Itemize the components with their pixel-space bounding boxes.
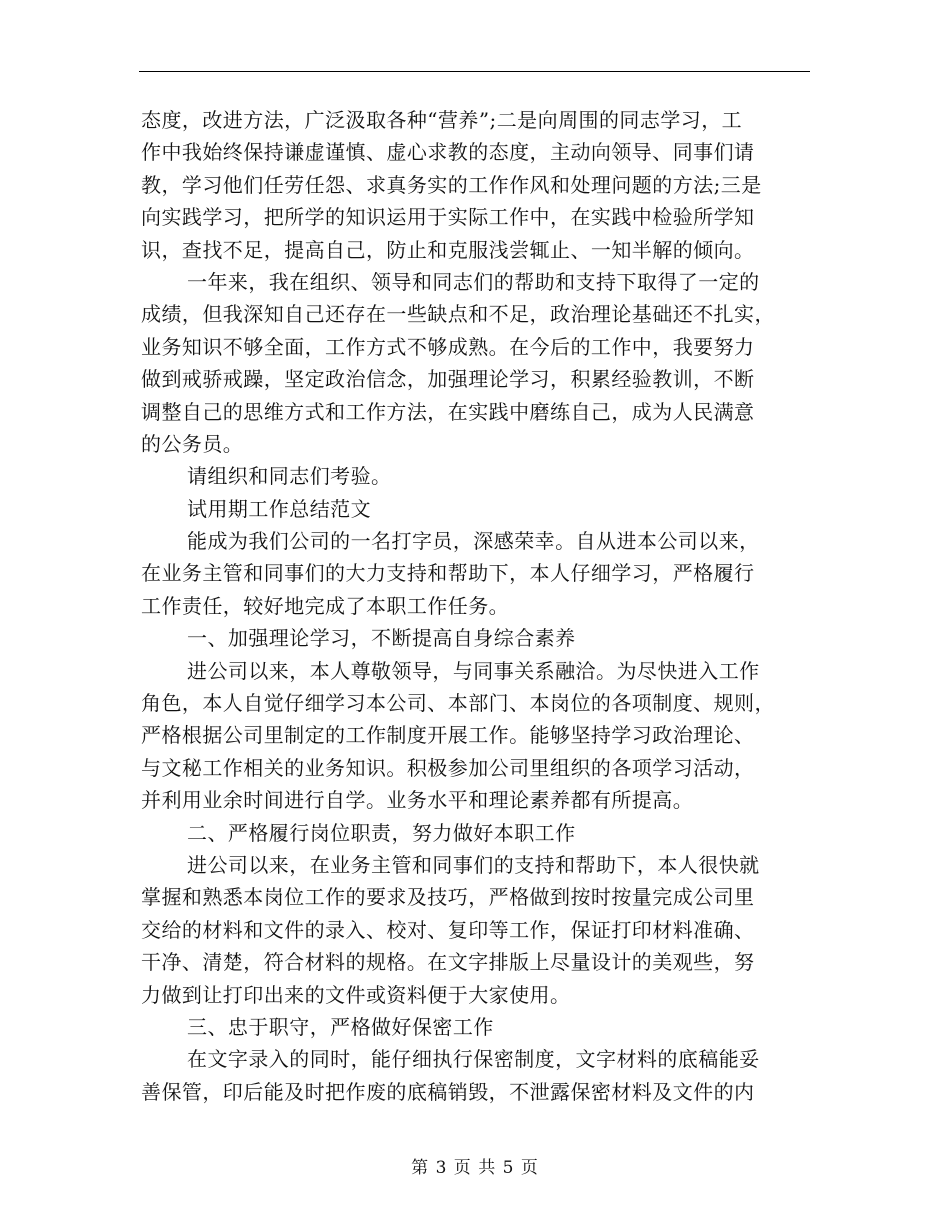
document-body <box>141 104 813 1108</box>
text-line: 交给的材料和文件的录入、校对、复印等工作，保证打印材料准确、 <box>141 917 755 942</box>
text-line: 能成为我们公司的一名打字员，深感荣幸。自从进本公司以来， <box>187 529 760 554</box>
text-line: 力做到让打印出来的文件或资料便于大家使用。 <box>141 982 571 1007</box>
text-line: 业务知识不够全面，工作方式不够成熟。在今后的工作中，我要努力 <box>141 334 755 359</box>
text-line: 作中我始终保持谦虚谨慎、虚心求教的态度，主动向领导、同事们请 <box>141 140 755 165</box>
text-line: 试用期工作总结范文 <box>187 496 372 521</box>
header-rule <box>139 71 810 72</box>
text-line: 调整自己的思维方式和工作方法，在实践中磨练自己，成为人民满意 <box>141 399 755 424</box>
text-line: 的公务员。 <box>141 431 244 456</box>
text-line: 二、严格履行岗位职责，努力做好本职工作 <box>187 820 576 845</box>
text-line: 在业务主管和同事们的大力支持和帮助下，本人仔细学习，严格履行 <box>141 561 755 586</box>
text-line: 请组织和同志们考验。 <box>187 464 392 489</box>
text-line: 做到戒骄戒躁，坚定政治信念，加强理论学习，积累经验教训，不断 <box>141 367 755 392</box>
text-line: 工作责任，较好地完成了本职工作任务。 <box>141 593 510 618</box>
text-line: 向实践学习，把所学的知识运用于实际工作中，在实践中检验所学知 <box>141 205 755 230</box>
text-line: 并利用业余时间进行自学。业务水平和理论素养都有所提高。 <box>141 788 694 813</box>
text-line: 识，查找不足，提高自己，防止和克服浅尝辄止、一知半解的倾向。 <box>141 237 755 262</box>
text-line: 严格根据公司里制定的工作制度开展工作。能够坚持学习政治理论、 <box>141 723 755 748</box>
text-line: 一年来，我在组织、领导和同志们的帮助和支持下取得了一定的 <box>187 269 760 294</box>
text-line: 干净、清楚，符合材料的规格。在文字排版上尽量设计的美观些，努 <box>141 950 755 975</box>
text-line: 三、忠于职守，严格做好保密工作 <box>187 1014 494 1039</box>
text-line: 成绩，但我深知自己还存在一些缺点和不足，政治理论基础还不扎实， <box>141 302 775 327</box>
text-line: 一、加强理论学习，不断提高自身综合素养 <box>187 626 576 651</box>
text-line: 掌握和熟悉本岗位工作的要求及技巧，严格做到按时按量完成公司里 <box>141 885 755 910</box>
text-line: 与文秘工作相关的业务知识。积极参加公司里组织的各项学习活动， <box>141 755 755 780</box>
text-line: 进公司以来，在业务主管和同事们的支持和帮助下，本人很快就 <box>187 852 760 877</box>
text-line: 教，学习他们任劳任怨、求真务实的工作作风和处理问题的方法;三是 <box>141 172 762 197</box>
page-footer: 第 3 页 共 5 页 <box>411 1158 539 1178</box>
text-line: 善保管，印后能及时把作废的底稿销毁，不泄露保密材料及文件的内 <box>141 1079 755 1104</box>
text-line: 在文字录入的同时，能仔细执行保密制度，文字材料的底稿能妥 <box>187 1047 760 1072</box>
text-line: 角色，本人自觉仔细学习本公司、本部门、本岗位的各项制度、规则， <box>141 691 775 716</box>
text-line: 进公司以来，本人尊敬领导，与同事关系融洽。为尽快进入工作 <box>187 658 760 683</box>
text-line: 态度，改进方法，广泛汲取各种“营养”;二是向周围的同志学习，工 <box>141 108 743 132</box>
